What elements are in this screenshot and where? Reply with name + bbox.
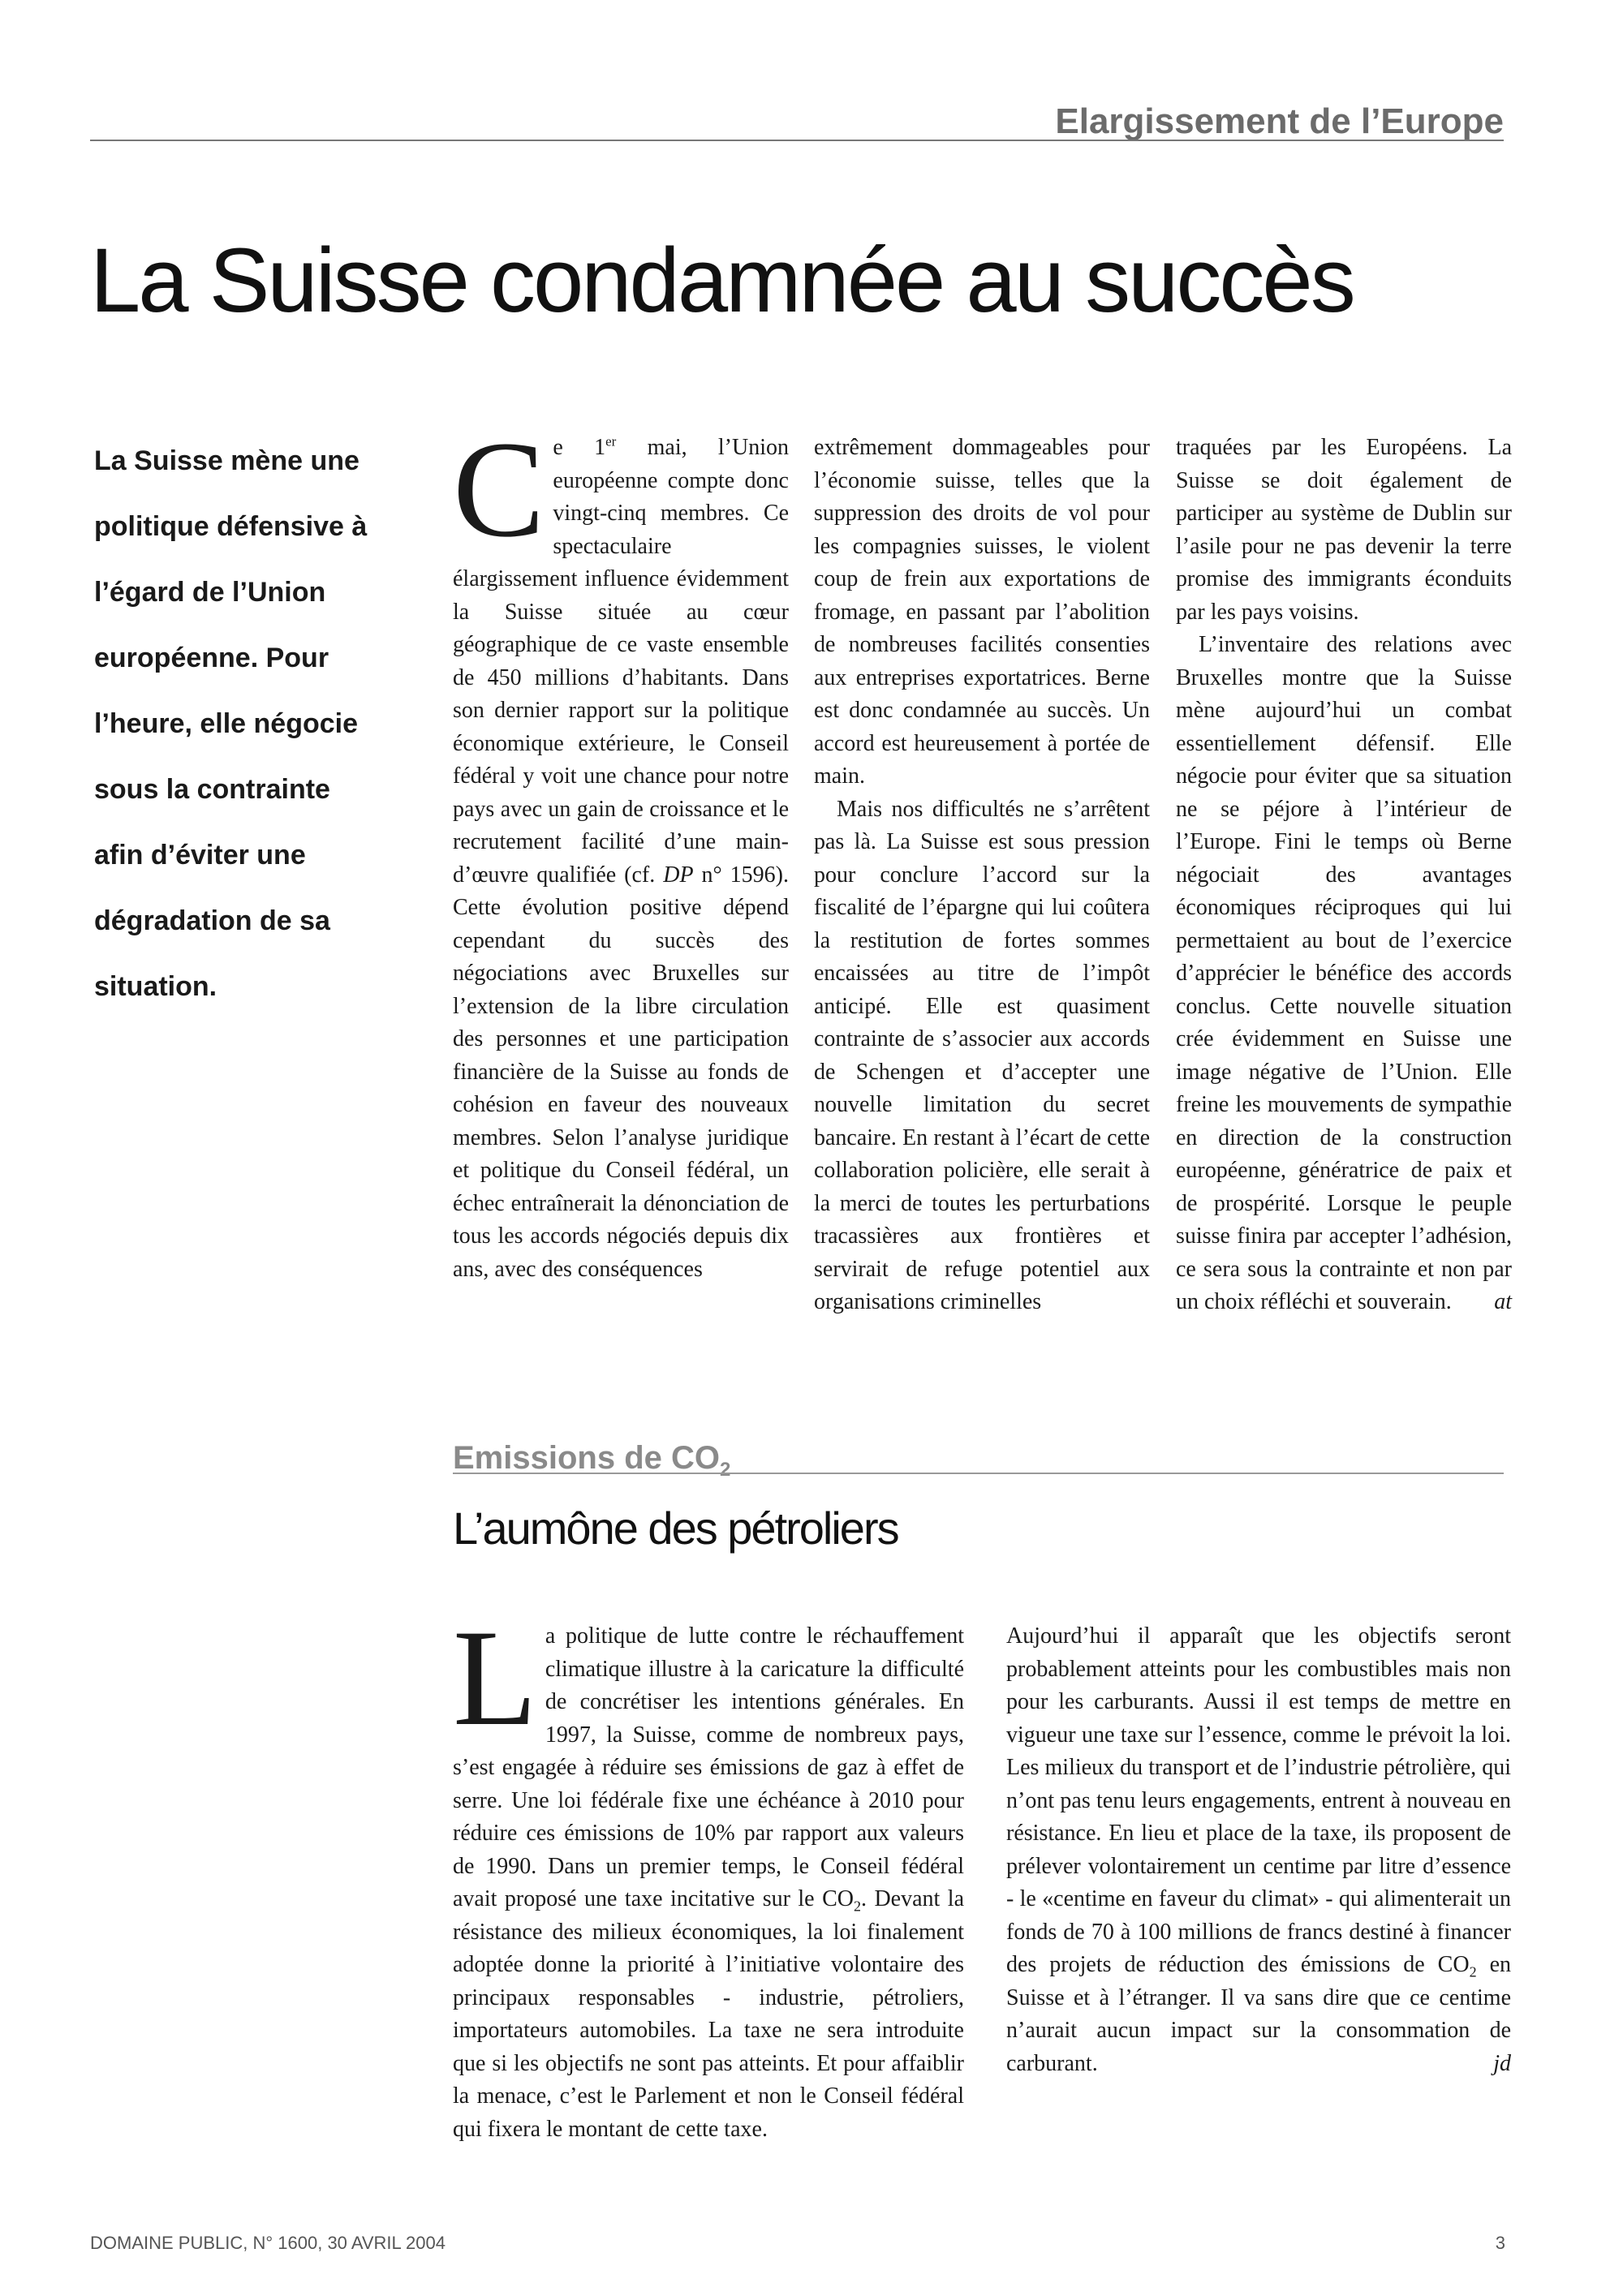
text-run: Emissions de CO	[453, 1440, 720, 1476]
subscript: 2	[1469, 1963, 1477, 1980]
article1-column-3	[1176, 432, 1512, 1319]
article2-column-2	[1006, 1620, 1511, 2080]
article2-divider	[453, 1473, 1504, 1474]
text-run: Aujourd’hui il apparaît que les objectifs seront probablement atteints pour les combustibles mais non pour les carburants. Aussi il est temps de mettre en vigueur une taxe sur l’essence, comme le prévoit la loi. Les milieux du transport et de l’industrie pétrolière, qui n’ont pas tenu leurs engagements, entrent à nouveau en résistance. En lieu et place de la taxe, ils proposent de prélever volontairement un centime par litre d’essence - le «centime en faveur du climat» - qui alimenterait un fonds de 70 à 100 millions de francs destiné à financer des projets de réduction des émissions de CO	[1006, 1623, 1511, 1977]
article-title: La Suisse condamnée au succès	[90, 230, 1354, 331]
text-run: mai, l’Union européenne compte donc vingt-cinq membres. Ce spectaculaire élargissement influence évidemment la Suisse située au cœur géographique de ce vaste ensemble de 450 millions d’habitants. Dans son dernier rapport sur la politique économique extérieure, le Conseil fédéral y voit une chance pour notre pays avec un gain de croissance et le recrutement facilité d’une main-d’œuvre qualifiée (cf.	[453, 435, 789, 888]
text-run: a politique de lutte contre le réchauffement climatique illustre à la caricature la difficulté de concrétiser les intentions générales. En 1997, la Suisse, comme de nombreux pays, s’est engagée à réduire ses émissions de gaz à effet de serre. Une loi fédérale fixe une échéance à 2010 pour réduire ces émissions de 10% par rapport aux valeurs de 1990. Dans un premier temps, le Conseil fédéral avait proposé une taxe incitative sur le CO	[453, 1623, 964, 1911]
publication-footer: DOMAINE PUBLIC, N° 1600, 30 AVRIL 2004	[90, 2233, 446, 2253]
text-run: e 1	[553, 435, 606, 460]
superscript: er	[605, 433, 617, 449]
page-number: 3	[1495, 2233, 1505, 2253]
text-run: n° 1596). Cette évolution positive dépend cependant du succès des négociations avec Bruxelles sur l’extension de la libre circulation des personnes et une participation financière de la Suisse au fonds de cohésion en faveur des nouveaux membres. Selon l’analyse juridique et politique du Conseil fédéral, un échec entraînerait la dénonciation de tous les accords négociés depuis dix ans, avec des conséquences	[453, 862, 789, 1282]
author-signature: at	[1494, 1289, 1512, 1314]
article-lead: La Suisse mène une politique défensive à l’égard de l’Union européenne. Pour l’heure, elle négocie sous la contrainte afin d’éviter une dégradation de sa situation.	[94, 445, 368, 1002]
article1-column-2	[814, 432, 1150, 1319]
article2-title: L’aumône des pétroliers	[453, 1503, 898, 1554]
article2-paragraph-2	[1006, 1620, 1511, 2080]
drop-cap: L	[453, 1602, 537, 1754]
text-run: en Suisse et à l’étranger. Il va sans dire que ce centime n’aurait aucun impact sur la consommation de carburant.	[1006, 1952, 1511, 2076]
article1-paragraph-2: extrêmement dommageables pour l’économie suisse, telles que la suppression des droits de vol pour les compagnies suisses, le violent coup de frein aux exportations de fromage, en passant par l’abolition de nombreuses facilités consenties aux entreprises exportatrices. Berne est donc condamnée au succès. Un accord est heureusement à portée de main.	[814, 435, 1150, 789]
author-signature: jd	[1493, 2050, 1511, 2076]
subscript: 2	[853, 1898, 861, 1915]
article2-paragraph-1	[453, 1602, 965, 2146]
text-run: . Devant la résistance des milieux économiques, la loi finalement adoptée donne la priorité à l’initiative volontaire des principaux responsables - industrie, pétroliers, importateurs automobiles. La taxe ne sera introduite que si les objectifs ne sont pas atteints. Et pour affaiblir la menace, c’est le Parlement et non le Conseil fédéral qui fixera le montant de cette taxe.	[453, 1886, 965, 2142]
subscript: 2	[719, 1459, 731, 1481]
reference-abbrev: DP	[663, 862, 694, 888]
drop-cap: C	[453, 413, 545, 565]
article1-paragraph-3: Mais nos difficultés ne s’arrêtent pas là. La Suisse est sous pression pour conclure l’accord sur la fiscalité de l’épargne qui lui coûtera la restitution de fortes sommes encaissées au titre de l’impôt anticipé. Elle est quasiment contrainte de s’associer aux accords de Schengen et d’accepter une nouvelle limitation du secret bancaire. En restant à l’écart de cette collaboration policière, elle serait à la merci de toutes les perturbations tracassières aux frontières et servirait de refuge potentiel aux organisations criminelles	[814, 796, 1150, 1314]
article1-paragraph-5	[1176, 629, 1512, 1319]
rubric-divider	[90, 140, 1504, 141]
article1-paragraph-1	[453, 413, 789, 1286]
text-run: L’inventaire des relations avec Bruxelles montre que la Suisse mène aujourd’hui un combat essentiellement défensif. Elle négocie pour éviter que sa situation ne se péjore à l’intérieur de l’Europe. Fini le temps où Berne négociait des avantages économiques réciproques qui lui permettaient au bout de l’exercice d’apprécier le bénéfice des accords conclus. Cette nouvelle situation crée évidemment en Suisse une image négative de l’Union. Elle freine les mouvements de sympathie en direction de la construction européenne, génératrice de paix et de prospérité. Lorsque le peuple suisse finira par accepter l’adhésion, ce sera sous la contrainte et non par un choix réfléchi et souverain.	[1176, 632, 1512, 1314]
section-rubric: Elargissement de l’Europe	[1055, 101, 1504, 141]
article2-column-1	[453, 1602, 965, 2146]
article1-column-1	[453, 413, 789, 1286]
article1-paragraph-4: traquées par les Européens. La Suisse se doit également de participer au système de Dublin sur l’asile pour ne pas devenir la terre promise des immigrants éconduits par les pays voisins.	[1176, 435, 1512, 625]
